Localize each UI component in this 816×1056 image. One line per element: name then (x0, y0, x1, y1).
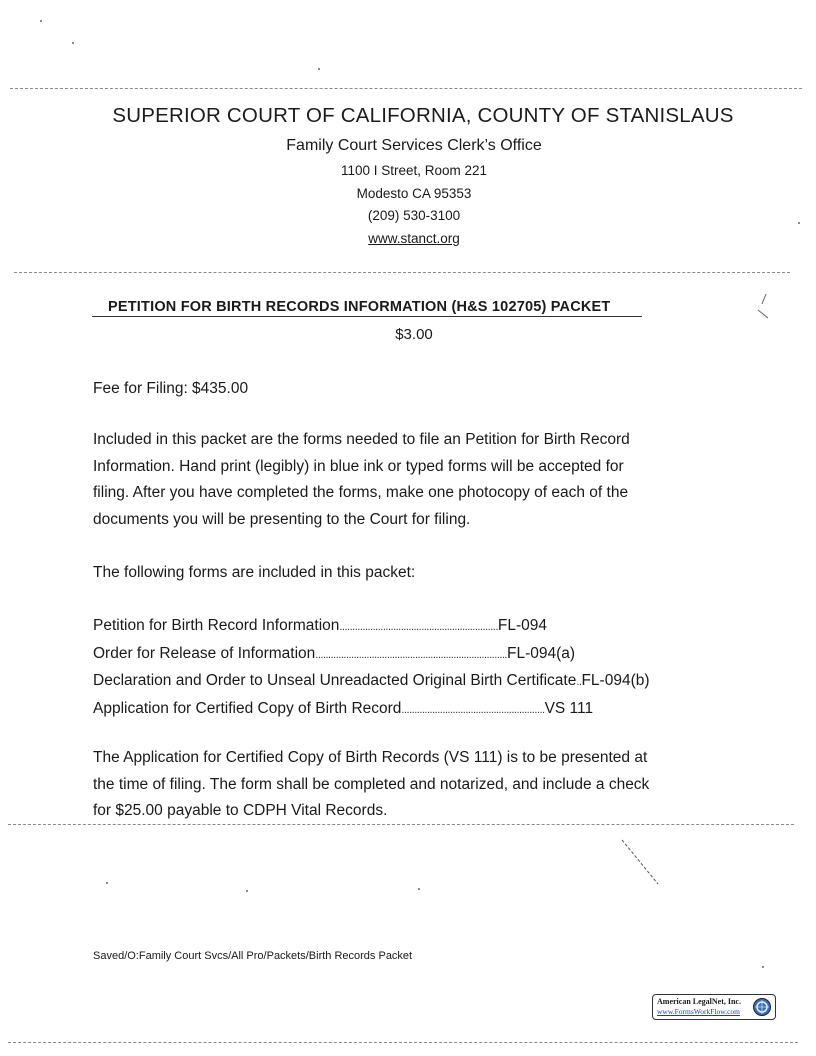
form-name: Order for Release of Information (93, 644, 316, 662)
closing-dashed-rule (8, 824, 794, 825)
closing-line: the time of filing. The form shall be completed and notarized, and include a check (93, 775, 650, 793)
top-dashed-rule (10, 88, 802, 89)
intro-line: Information. Hand print (legibly) in blue ink or typed forms will be accepted for (93, 457, 624, 475)
badge-company-name: American LegalNet, Inc. (657, 997, 741, 1006)
scan-speck (762, 966, 764, 968)
form-code: FL-094(b) (581, 672, 650, 689)
form-leader-dots: .. (576, 676, 582, 688)
packet-price: $3.00 (395, 326, 433, 343)
form-row (93, 696, 650, 724)
scan-mark (618, 838, 664, 890)
legalnet-badge[interactable] (652, 994, 776, 1020)
form-code: FL-094 (497, 617, 547, 634)
packet-title: PETITION FOR BIRTH RECORDS INFORMATION (H&S 102705) PACKET (92, 299, 642, 317)
website-link[interactable]: www.stanct.org (368, 231, 460, 246)
form-row (93, 668, 650, 696)
scan-speck (72, 42, 74, 44)
intro-line: documents you will be presenting to the Court for filing. (93, 510, 471, 528)
form-leader-dots: .............................................................. (339, 621, 498, 633)
court-name: SUPERIOR COURT OF CALIFORNIA, COUNTY OF STANISLAUS (112, 104, 734, 127)
badge-url-link[interactable]: www.FormsWorkFlow.com (657, 1007, 741, 1016)
office-name: Family Court Services Clerk’s Office (286, 137, 542, 154)
scan-speck (798, 222, 800, 224)
closing-paragraph (93, 745, 713, 825)
scan-mark (752, 290, 776, 324)
form-code: VS 111 (544, 699, 594, 717)
form-leader-dots: ........................................................................... (315, 648, 507, 661)
scan-speck (40, 20, 42, 22)
form-row (93, 641, 650, 669)
filing-fee: Fee for Filing: $435.00 (93, 380, 249, 397)
street-address: 1100 I Street, Room 221 (340, 163, 488, 178)
bottom-dashed-rule (8, 1042, 798, 1043)
closing-line: for $25.00 payable to CDPH Vital Records. (93, 802, 388, 819)
footer-file-path: Saved/O:Family Court Svcs/All Pro/Packets/Birth Records Packet (93, 950, 413, 962)
phone-number: (209) 530-3100 (367, 208, 461, 223)
header-dashed-rule (14, 272, 790, 273)
intro-paragraph (93, 427, 713, 533)
forms-list (93, 613, 650, 723)
intro-line: Included in this packet are the forms needed to file an Petition for Birth Record (93, 431, 630, 448)
intro-line: filing. After you have completed the forms, make one photocopy of each of the (93, 484, 629, 501)
scan-speck (318, 68, 320, 70)
forms-intro: The following forms are included in this packet: (93, 564, 416, 581)
form-row (93, 613, 650, 641)
closing-line: The Application for Certified Copy of Birth Records (VS 111) is to be presented at (93, 749, 648, 766)
scan-speck (418, 888, 420, 890)
scan-speck (106, 882, 108, 884)
globe-icon (752, 997, 772, 1017)
form-name: Application for Certified Copy of Birth Record (93, 699, 402, 717)
city-address: Modesto CA 95353 (356, 186, 472, 201)
form-name: Petition for Birth Record Information (93, 617, 340, 634)
scan-speck (246, 890, 248, 892)
form-code: FL-094(a) (507, 644, 576, 662)
form-name: Declaration and Order to Unseal Unreadacted Original Birth Certificate (93, 672, 577, 689)
form-leader-dots: ........................................................ (401, 703, 545, 716)
